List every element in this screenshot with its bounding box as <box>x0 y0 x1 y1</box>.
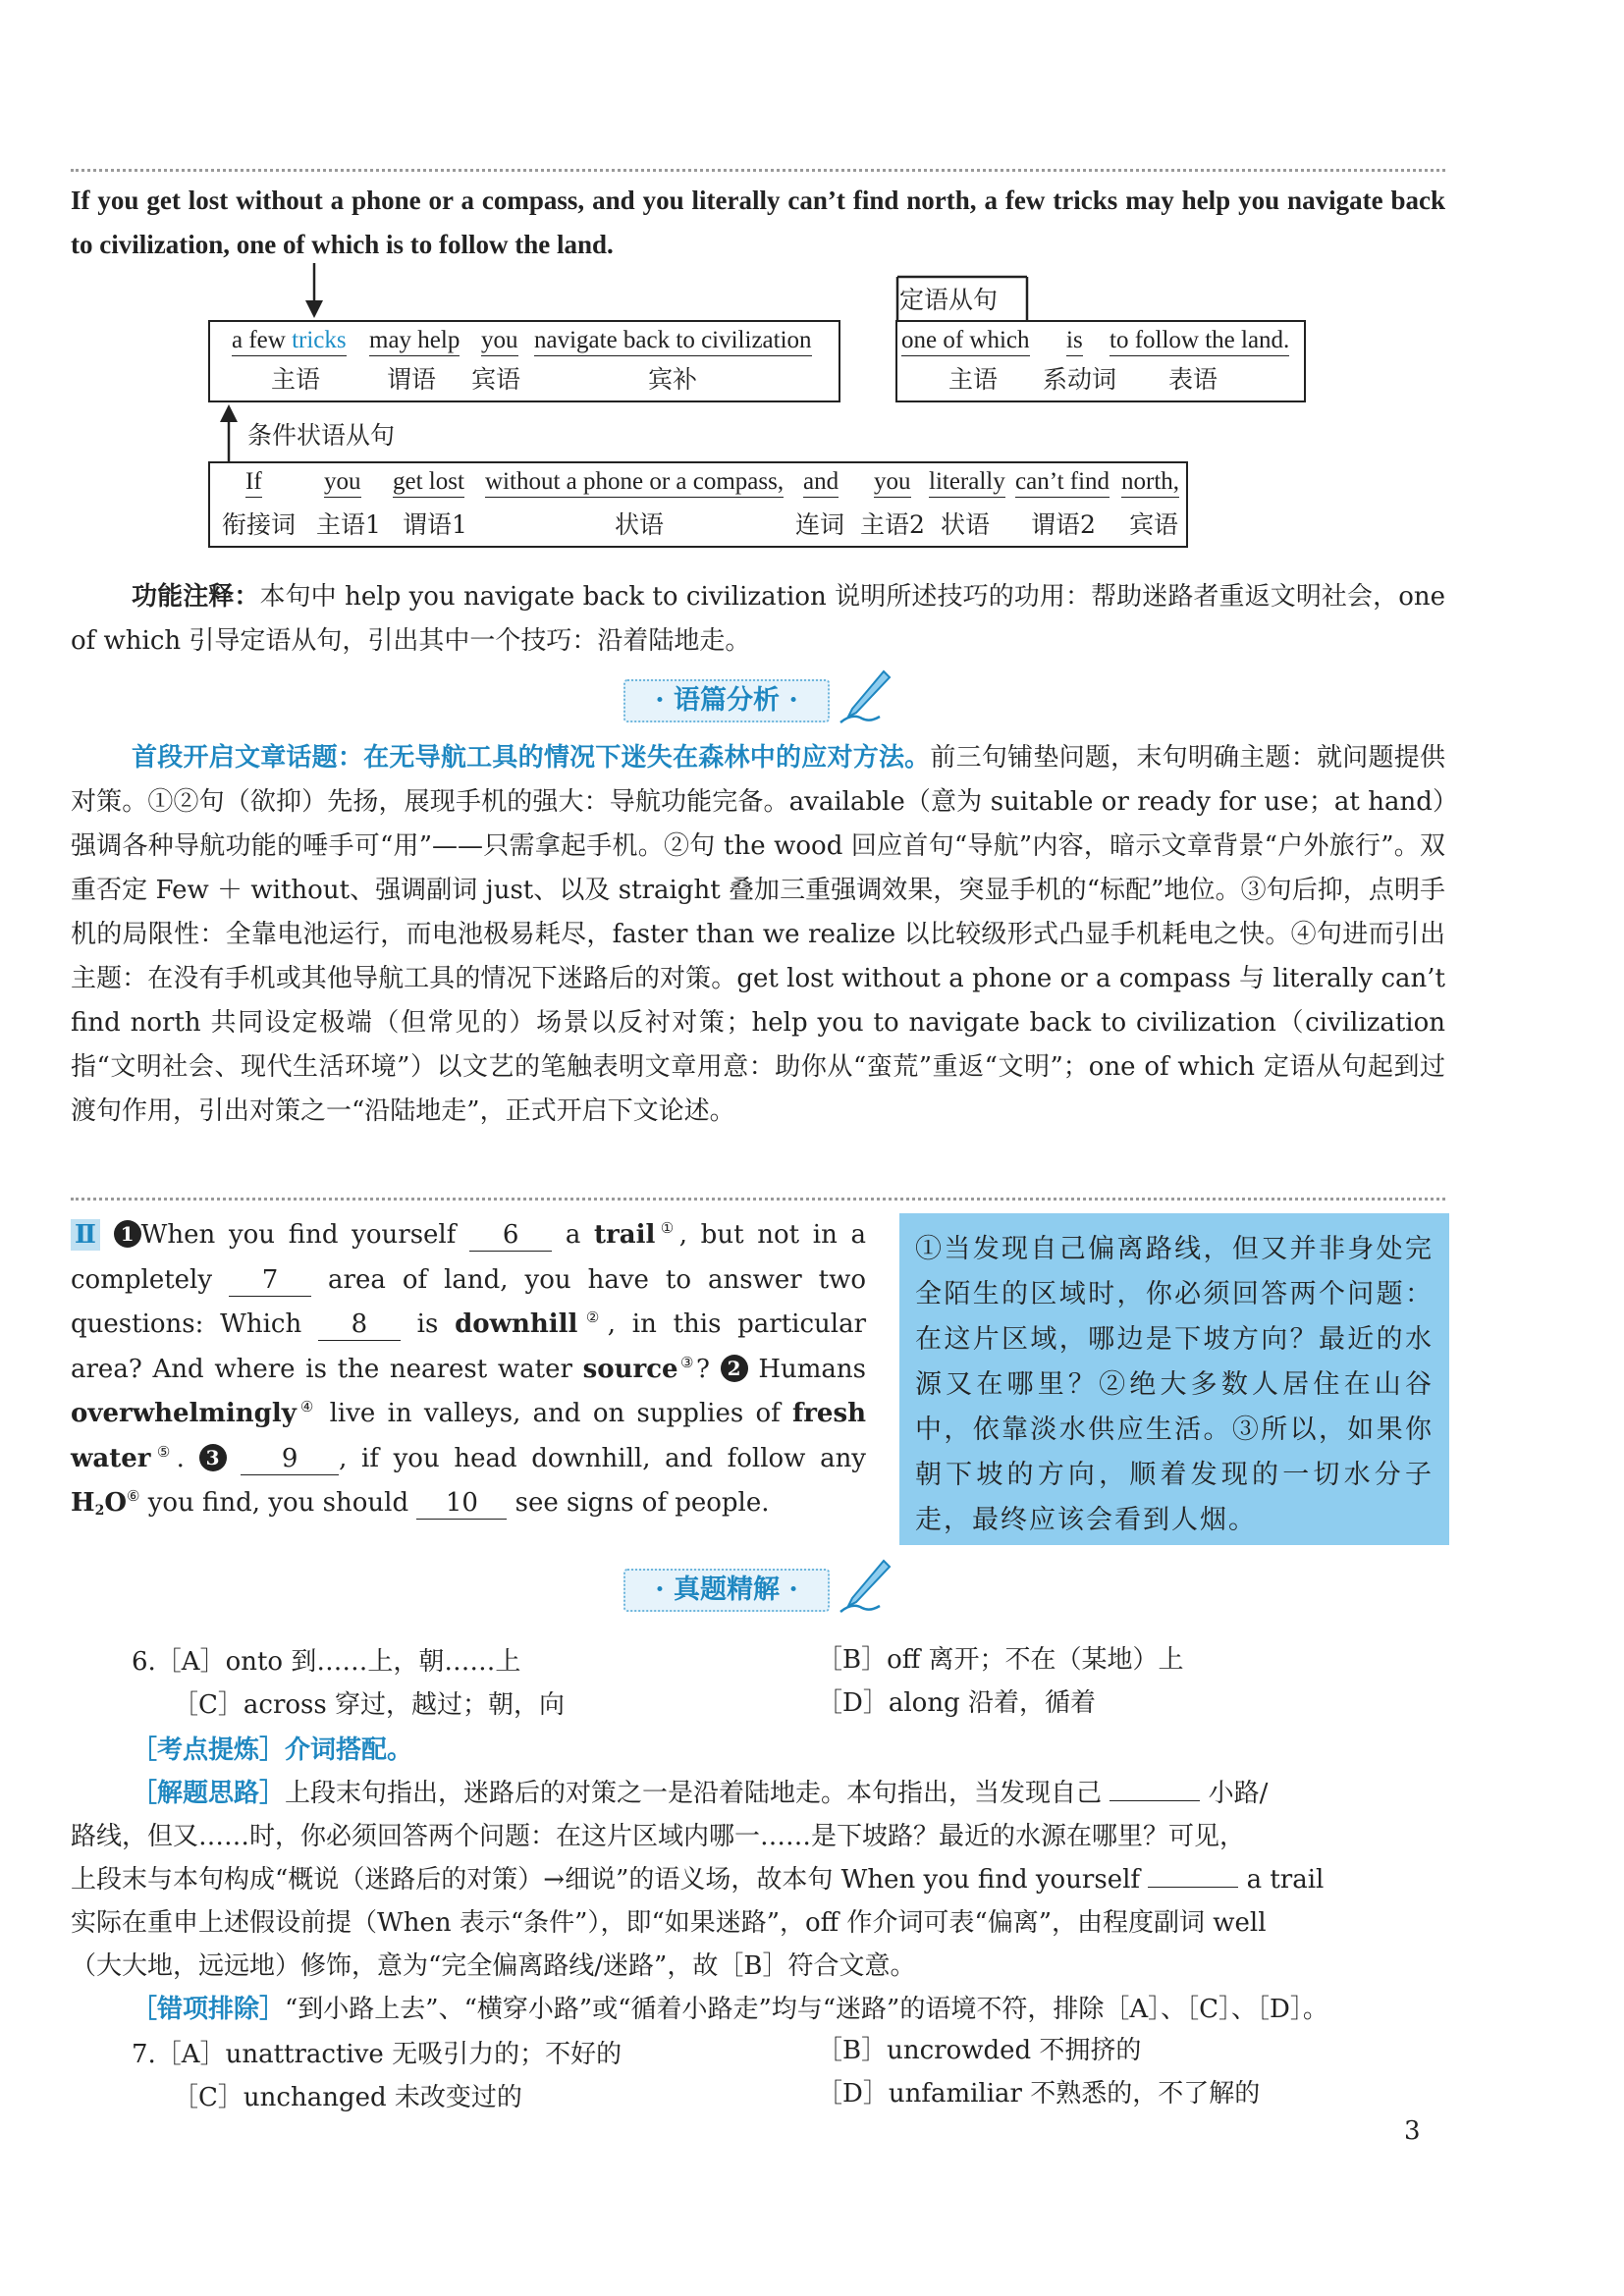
sentence-number-1: 1 <box>114 1220 141 1248</box>
cond-label-subject1: 主语1 <box>316 510 381 539</box>
cuowu-text: “到小路上去”、“横穿小路”或“循着小路走”均与“迷路”的语境不符，排除［A］、［C］、［D］。 <box>285 1995 1328 2024</box>
analysis-lead: 首段开启文章话题：在无导航工具的情况下迷失在森林中的应对方法。 <box>132 743 931 773</box>
q6-kaodian <box>132 1730 412 1766</box>
cond-label-subject2: 主语2 <box>860 510 925 539</box>
pen-icon <box>837 1557 892 1616</box>
main-token-object: you <box>481 326 518 356</box>
section-title-analysis: · 语篇分析 · <box>623 679 830 722</box>
jieti-tag: ［解题思路］ <box>132 1779 286 1808</box>
kaodian-text: 介词搭配。 <box>285 1735 413 1765</box>
cond-label-object: 宾语 <box>1129 510 1179 539</box>
keyword-overwhelmingly: overwhelmingly <box>71 1399 297 1428</box>
main-label-subject: 主语 <box>271 365 321 394</box>
passage-text: . <box>176 1443 185 1473</box>
q7-option-b: ［B］uncrowded 不拥挤的 <box>817 2036 1142 2065</box>
rel-label-subject: 主语 <box>948 365 999 394</box>
keyword-h2o: $H_2O$ <box>71 1488 127 1519</box>
footnote-marker: ④ <box>296 1398 318 1415</box>
cond-label-connective: 连词 <box>795 510 845 539</box>
function-note-lead: 功能注释： <box>132 582 260 612</box>
analysis-text: 前三句铺垫问题，末句明确主题：就问题提供对策。①②句（欲抑）先扬，展现手机的强大：导航功能完备。available（意为 suitable or ready for use；at hand）强调各种导航功能的唾手可“用”——只需拿起手机。②句 the wood 回应首句“导航”内容，暗示文章背景“户外旅行”。双重否定 Few ＋ without、强调副词 just、以及 straight 叠加三重强调效果，突显手机的“标配”地位。③句后抑，点明手机的局限性：全靠电池运行，而电池极易耗尽，faster than we realize 以比较级形式凸显手机耗电之快。④句进而引出主题：在没有手机或其他导航工具的情况下迷路后的对策。get lost without a phone or a compass 与 literally can’t find north 共同设定极端（但常见的）场景以反衬对策；help you to navigate back to civilization（civilization 指“文明社会、现代生活环境”）以文艺的笔触表明文章用意：助你从“蛮荒”重返“文明”；one of which 定语从句起到过渡句作用，引出对策之一“沿陆地走”，正式开启下文论述。 <box>71 743 1445 1126</box>
cond-token-if: If <box>245 467 262 498</box>
translation-box <box>899 1213 1449 1545</box>
page-number: 3 <box>1404 2116 1421 2146</box>
q6-option-c: ［C］across 穿过，越过；朝，向 <box>173 1690 565 1720</box>
middle-divider <box>71 1198 1445 1201</box>
passage-text: Humans <box>758 1354 867 1384</box>
cond-label-predicate1: 谓语1 <box>403 510 467 539</box>
cond-token-get-lost: get lost <box>393 467 464 498</box>
main-label-complement: 宾补 <box>648 365 698 394</box>
blank-7[interactable]: 7 <box>229 1264 311 1297</box>
rel-label-predicative: 表语 <box>1168 365 1218 394</box>
cond-token-you2: you <box>874 467 911 498</box>
jieti-line-3 <box>71 1859 1324 1896</box>
q6-option-b: ［B］off 离开；不在（某地）上 <box>817 1645 1184 1675</box>
passage-text: When you find yourself <box>140 1220 457 1250</box>
passage-paragraph <box>71 1213 866 1526</box>
cond-label-adverbial: 状语 <box>615 510 665 539</box>
cond-label-predicate2: 谓语2 <box>1031 510 1096 539</box>
keyword-source: source <box>582 1354 678 1384</box>
cond-token-cant-find: can’t find <box>1015 467 1110 498</box>
rel-token-predicative: to follow the land. <box>1110 326 1289 356</box>
rel-token-linking-verb: is <box>1066 326 1083 356</box>
blank-9[interactable]: 9 <box>241 1443 339 1475</box>
q7-option-c: ［C］unchanged 未改变过的 <box>173 2083 522 2112</box>
section-title-explanation: · 真题精解 · <box>623 1569 830 1612</box>
footnote-marker: ② <box>577 1308 608 1326</box>
footnote-marker: ⑤ <box>150 1442 177 1461</box>
jieti-line-2: 路线，但又……时，你必须回答两个问题：在这片区域内哪一……是下坡路？最近的水源在哪里？可见， <box>71 1822 1246 1851</box>
section-roman-numeral: Ⅱ <box>71 1219 100 1251</box>
passage-text: area of land, you have to answer two questions: Which <box>71 1264 866 1339</box>
passage-text: live in valleys, and on supplies of <box>329 1399 781 1428</box>
top-divider <box>71 169 1445 172</box>
function-note <box>71 575 1445 664</box>
keyword-trail: trail <box>594 1220 656 1250</box>
keyword-downhill: downhill <box>455 1309 578 1339</box>
main-token-complement: navigate back to civilization <box>534 326 812 356</box>
blank-10[interactable]: 10 <box>416 1487 507 1520</box>
cond-token-north: north, <box>1121 467 1179 498</box>
function-note-text: 本句中 help you navigate back to civilization 说明所述技巧的功用：帮助迷路者重返文明社会，one of which 引导定语从句，引出其中一个技巧：沿着陆地走。 <box>71 582 1445 656</box>
footnote-marker: ③ <box>677 1353 696 1371</box>
pen-icon <box>837 667 892 726</box>
q6-cuowu <box>132 1989 1328 2025</box>
main-label-object: 宾语 <box>471 365 521 394</box>
jieti-text: 上段末句指出，迷路后的对策之一是沿着陆地走。本句指出，当发现自己 <box>285 1779 1103 1808</box>
passage-text: you find, you should <box>147 1488 409 1518</box>
sentence-number-3: 3 <box>199 1444 227 1471</box>
footnote-marker: ① <box>655 1219 679 1237</box>
cuowu-tag: ［错项排除］ <box>132 1995 286 2024</box>
main-token-subject: a few tricks <box>232 326 347 356</box>
relative-clause-label: 定语从句 <box>899 286 999 314</box>
sentence-number-2: 2 <box>721 1355 748 1382</box>
rel-token-subject: one of which <box>901 326 1030 356</box>
blank-8[interactable]: 8 <box>318 1308 401 1341</box>
main-label-predicate: 谓语 <box>387 365 437 394</box>
passage-text: ? <box>695 1354 710 1384</box>
jieti-line-1 <box>132 1773 1268 1809</box>
blank-6[interactable]: 6 <box>469 1219 552 1252</box>
conditional-clause-box <box>208 461 1188 548</box>
jieti-line-5: （大大地，远远地）修饰，意为“完全偏离路线/迷路”，故［B］符合文意。 <box>71 1951 916 1981</box>
cond-token-without: without a phone or a compass, <box>485 467 784 498</box>
q6-option-a: 6.［A］onto 到……上，朝……上 <box>132 1647 521 1677</box>
intro-sentence: If you get lost without a phone or a compass, and you literally can’t find north, a few tricks may help you navigate back to civilization, one of which is to follow the land. <box>71 186 1445 259</box>
rel-label-linking-verb: 系动词 <box>1043 365 1117 394</box>
jieti-text: 上段末与本句构成“概说（迷路后的对策）→细说”的语义场，故本句 When you find yourself <box>71 1865 1141 1895</box>
relative-clause-box <box>895 320 1306 402</box>
cond-label-adverbial2: 状语 <box>941 510 991 539</box>
kaodian-tag: ［考点提炼］ <box>132 1735 286 1765</box>
conditional-clause-label: 条件状语从句 <box>247 421 396 450</box>
passage-text: is <box>416 1309 439 1339</box>
passage-text: , in this particular area? And where is the nearest water <box>71 1309 867 1384</box>
jieti-text: a trail <box>1246 1865 1325 1895</box>
footnote-marker: ⑥ <box>126 1487 140 1505</box>
analysis-paragraph <box>71 736 1445 1134</box>
cond-token-and: and <box>803 467 839 498</box>
passage-text: see signs of people. <box>514 1488 770 1518</box>
jieti-blank <box>1148 1887 1238 1888</box>
cond-label-conjunction: 衔接词 <box>222 510 297 539</box>
q7-option-a: 7.［A］unattractive 无吸引力的；不好的 <box>132 2040 623 2069</box>
passage-text: , if you head downhill, and follow any <box>339 1443 866 1473</box>
passage-text: , but not in a completely <box>71 1220 867 1295</box>
cond-token-literally: literally <box>929 467 1005 498</box>
jieti-text: 小路/ <box>1208 1779 1269 1808</box>
q7-option-d: ［D］unfamiliar 不熟悉的，不了解的 <box>817 2079 1261 2109</box>
main-token-predicate: may help <box>369 326 460 356</box>
cond-token-you1: you <box>324 467 361 498</box>
translation-text: ①当发现自己偏离路线，但又并非身处完全陌生的区域时，你必须回答两个问题：在这片区域，哪边是下坡方向？最近的水源又在哪里？②绝大多数人居住在山谷中，依靠淡水供应生活。③所以，如果你朝下坡的方向，顺着发现的一切水分子走，最终应该会看到人烟。 <box>915 1234 1434 1535</box>
main-clause-box <box>208 320 840 402</box>
keyword-fresh-water: fresh water <box>71 1399 867 1473</box>
q6-option-d: ［D］along 沿着，循着 <box>817 1688 1096 1718</box>
jieti-blank <box>1110 1800 1200 1801</box>
jieti-line-4: 实际在重申上述假设前提（When 表示“条件”），即“如果迷路”，off 作介词可表“偏离”，由程度副词 well <box>71 1908 1267 1938</box>
passage-text: a <box>565 1220 581 1250</box>
